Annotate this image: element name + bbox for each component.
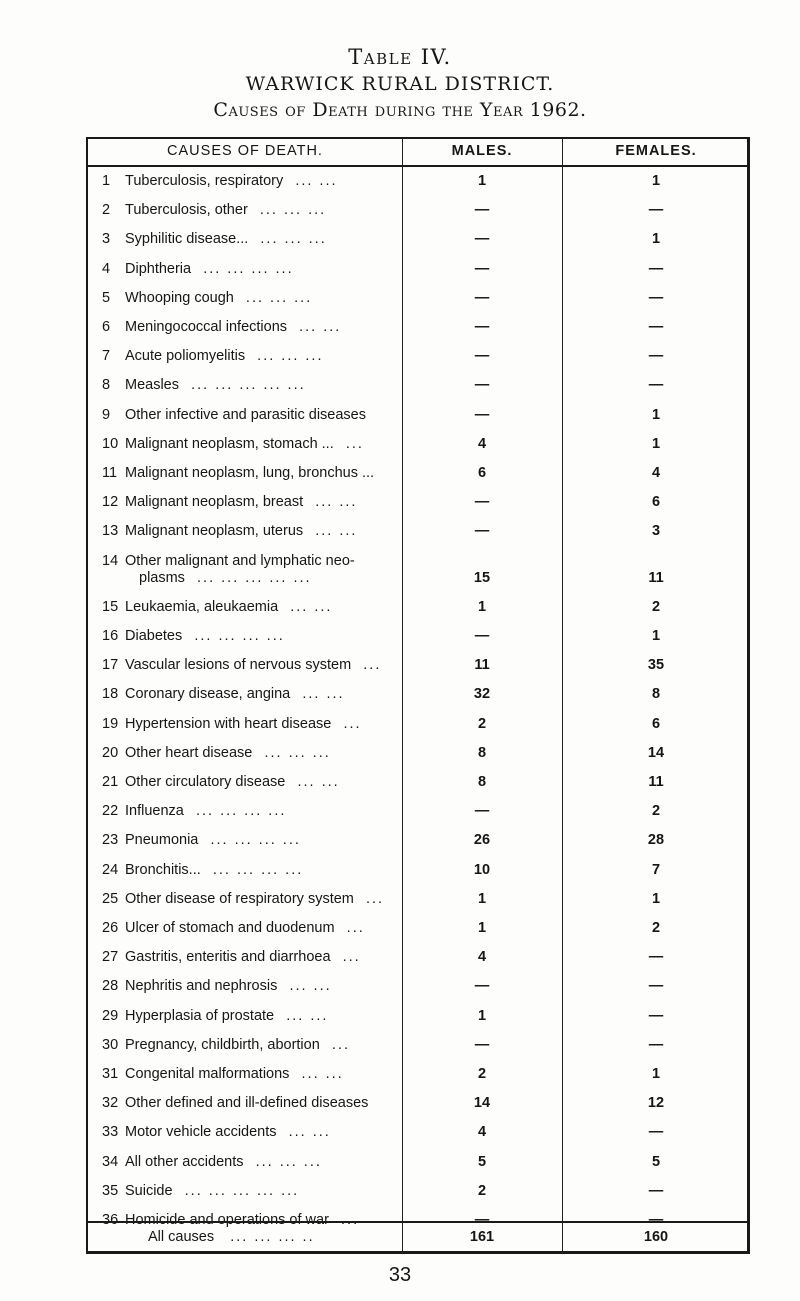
females-value: 8 (651, 686, 661, 703)
males-value: 1 (477, 890, 487, 907)
males-value: 8 (477, 744, 487, 761)
total-females: 160 (643, 1229, 669, 1245)
females-value: 14 (647, 744, 665, 761)
males-value: — (474, 978, 490, 995)
row-number: 5 (102, 289, 111, 306)
males-value: — (474, 231, 490, 248)
females-value: — (648, 949, 664, 966)
males-value: 4 (477, 435, 487, 452)
row-number: 12 (102, 494, 119, 511)
row-number: 8 (102, 377, 111, 394)
row-number: 4 (102, 260, 111, 277)
table-header (88, 139, 747, 167)
cause-label: Pregnancy, childbirth, abortion ... (125, 1036, 350, 1053)
females-value: — (648, 260, 664, 277)
cause-label: Pneumonia ... ... ... ... (125, 832, 301, 849)
males-value: 11 (474, 657, 490, 674)
row-number: 34 (102, 1153, 119, 1170)
cause-label: Other malignant and lymphatic neo- plasms ... ... ... ... ... (125, 552, 355, 586)
females-value: 7 (651, 861, 661, 878)
row-number: 36 (102, 1212, 119, 1228)
cause-label: Other circulatory disease ... ... (125, 774, 340, 790)
males-value: 1 (477, 1007, 487, 1024)
males-value: — (474, 260, 490, 277)
females-value: 3 (651, 523, 661, 540)
males-value: 10 (473, 861, 491, 878)
cause-label: Ulcer of stomach and duodenum ... (125, 920, 365, 936)
row-number: 19 (102, 715, 119, 732)
cause-label: Other heart disease ... ... ... (125, 744, 331, 761)
row-number: 11 (102, 465, 118, 481)
males-value: 2 (477, 715, 487, 732)
males-value: — (474, 1036, 490, 1053)
row-number: 22 (102, 803, 119, 820)
row-number: 16 (102, 628, 119, 644)
table-subtitle: Causes of Death during the Year 1962. (213, 99, 587, 121)
females-value: 1 (651, 890, 661, 907)
row-number: 26 (102, 920, 119, 936)
males-value: — (474, 628, 490, 644)
row-number: 23 (102, 832, 119, 849)
females-value: 5 (651, 1153, 661, 1170)
cause-label: Measles ... ... ... ... ... (125, 377, 306, 394)
females-value: — (648, 1182, 664, 1199)
males-value: — (474, 523, 490, 540)
cause-label: Other defined and ill-defined diseases (125, 1095, 369, 1112)
district-title: WARWICK RURAL DISTRICT. (245, 73, 555, 95)
total-divider (88, 1221, 747, 1223)
females-value: 35 (647, 657, 665, 674)
males-value: — (474, 1212, 490, 1228)
cause-label: Motor vehicle accidents ... ... (125, 1124, 331, 1141)
row-number: 17 (102, 657, 119, 674)
cause-label: Tuberculosis, other ... ... ... (125, 202, 327, 219)
cause-label: All other accidents ... ... ... (125, 1153, 322, 1170)
page-number: 33 (388, 1264, 412, 1286)
males-value: 26 (473, 832, 491, 849)
males-value: 8 (477, 774, 487, 790)
cause-label: Syphilitic disease... ... ... ... (125, 231, 327, 248)
males-value: 2 (477, 1182, 487, 1199)
cause-label: Coronary disease, angina ... ... (125, 686, 345, 703)
females-value: 1 (651, 628, 661, 644)
females-value: — (648, 1212, 664, 1228)
males-value: — (474, 319, 490, 335)
row-number: 35 (102, 1182, 119, 1199)
females-value: 1 (651, 435, 661, 452)
row-number: 21 (102, 774, 119, 790)
females-value: — (648, 377, 664, 394)
females-value: 28 (647, 832, 665, 849)
females-value: 1 (651, 173, 661, 189)
table-number: Table IV. (348, 45, 452, 69)
row-number: 25 (102, 890, 119, 907)
row-number: 14 (102, 552, 119, 569)
header-causes: CAUSES OF DEATH. (167, 143, 323, 159)
row-number: 7 (102, 348, 111, 365)
females-value: 2 (651, 920, 661, 936)
females-value: 6 (651, 715, 661, 732)
row-number: 29 (102, 1007, 119, 1024)
row-number: 20 (102, 744, 119, 761)
cause-label: Other infective and parasitic diseases (125, 406, 366, 423)
cause-label: Bronchitis... ... ... ... ... (125, 861, 304, 878)
males-value: 1 (477, 173, 487, 189)
cause-label: Nephritis and nephrosis ... ... (125, 978, 332, 995)
females-value: — (648, 978, 664, 995)
cause-label: Malignant neoplasm, lung, bronchus ... (125, 465, 375, 481)
cause-label: Influenza ... ... ... ... (125, 803, 287, 820)
females-value: — (648, 1124, 664, 1141)
females-value: — (648, 1036, 664, 1053)
males-value: — (474, 202, 490, 219)
males-value: — (474, 406, 490, 423)
row-number: 30 (102, 1036, 119, 1053)
row-number: 13 (102, 523, 119, 540)
males-value: 1 (477, 920, 487, 936)
cause-label: Tuberculosis, respiratory ... ... (125, 173, 338, 189)
cause-label: Other disease of respiratory system ... (125, 890, 385, 907)
row-number: 33 (102, 1124, 119, 1141)
row-number: 31 (102, 1066, 119, 1082)
males-value: 4 (477, 1124, 487, 1141)
cause-label: Hyperplasia of prostate ... ... (125, 1007, 329, 1024)
header-females: FEMALES. (615, 143, 697, 159)
females-value: 11 (648, 569, 664, 586)
males-value: — (474, 289, 490, 306)
males-value: 14 (473, 1095, 491, 1112)
total-males: 161 (469, 1229, 495, 1245)
females-value: 2 (651, 598, 661, 615)
males-value: 32 (473, 686, 491, 703)
cause-label: Malignant neoplasm, uterus ... ... (125, 523, 358, 540)
total-label: All causes ... ... ... .. (148, 1229, 315, 1245)
females-value: — (648, 202, 664, 219)
row-number: 28 (102, 978, 119, 995)
females-value: — (648, 1007, 664, 1024)
females-value: 1 (651, 1066, 661, 1082)
females-value: — (648, 289, 664, 306)
females-value: 11 (648, 774, 664, 790)
row-number: 15 (102, 598, 119, 615)
cause-label: Malignant neoplasm, breast ... ... (125, 494, 358, 511)
cause-label: Congenital malformations ... ... (125, 1066, 344, 1082)
females-value: 12 (647, 1095, 665, 1112)
cause-label: Acute poliomyelitis ... ... ... (125, 348, 324, 365)
females-value: 2 (651, 803, 661, 820)
males-value: 1 (477, 598, 487, 615)
causes-of-death-table (86, 137, 750, 1254)
cause-label: Meningococcal infections ... ... (125, 319, 342, 335)
row-number: 24 (102, 861, 119, 878)
title-block (0, 44, 800, 123)
females-value: 1 (651, 406, 661, 423)
row-number: 6 (102, 319, 111, 335)
females-value: 1 (651, 231, 661, 248)
males-value: — (474, 494, 490, 511)
row-number: 9 (102, 406, 111, 423)
males-value: 6 (477, 465, 487, 481)
males-value: 4 (477, 949, 487, 966)
males-value: — (474, 348, 490, 365)
females-value: 6 (651, 494, 661, 511)
females-value: — (648, 348, 664, 365)
row-number: 2 (102, 202, 111, 219)
males-value: — (474, 803, 490, 820)
cause-label: Leukaemia, aleukaemia ... ... (125, 598, 333, 615)
cause-label: Suicide ... ... ... ... ... (125, 1182, 300, 1199)
cause-label: Homicide and operations of war ... (125, 1212, 360, 1228)
cause-label: Whooping cough ... ... ... (125, 289, 313, 306)
cause-label: Gastritis, enteritis and diarrhoea ... (125, 949, 361, 966)
cause-label: Vascular lesions of nervous system ... (125, 657, 382, 674)
females-value: — (648, 319, 664, 335)
cause-label: Diabetes ... ... ... ... (125, 628, 285, 644)
males-value: — (474, 377, 490, 394)
row-number: 10 (102, 435, 119, 452)
row-number: 3 (102, 231, 111, 248)
cause-label: Malignant neoplasm, stomach ... ... (125, 435, 364, 452)
cause-label: Diphtheria ... ... ... ... (125, 260, 294, 277)
row-number: 32 (102, 1095, 119, 1112)
row-number: 1 (102, 173, 111, 189)
row-number: 27 (102, 949, 119, 966)
males-value: 5 (477, 1153, 487, 1170)
males-value: 15 (473, 569, 491, 586)
cause-label: Hypertension with heart disease ... (125, 715, 362, 732)
males-value: 2 (477, 1066, 487, 1082)
header-males: MALES. (451, 143, 513, 159)
row-number: 18 (102, 686, 119, 703)
females-value: 4 (651, 465, 661, 481)
